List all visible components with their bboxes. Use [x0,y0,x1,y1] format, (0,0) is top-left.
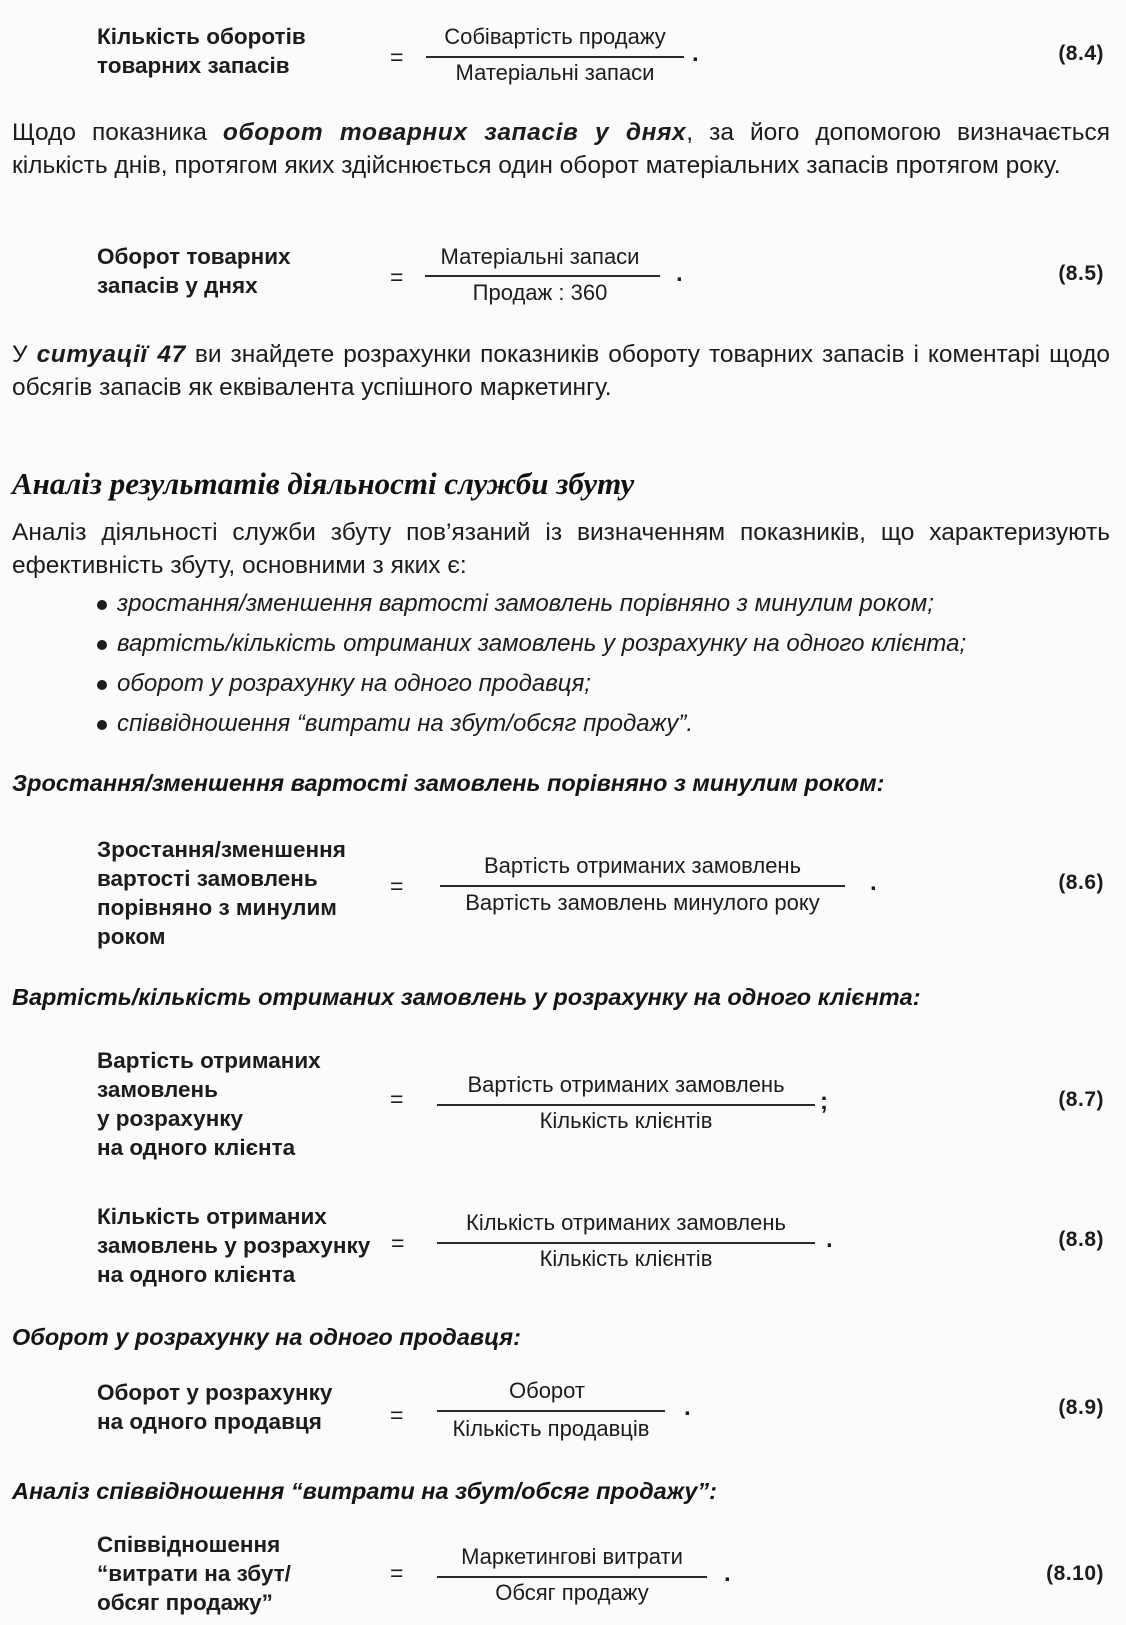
formula-label: Оборот товарних запасів у днях [97,244,291,298]
denominator: Кількість клієнтів [539,1246,713,1271]
denominator: Кількість продавців [452,1416,650,1441]
formula-number: (8.9) [1058,1396,1104,1419]
formula-label: Вартість отриманих замовлень у розрахунку на одного клієнта [97,1048,321,1160]
punctuation: . [684,1394,691,1421]
numerator: Маркетингові витрати [461,1544,683,1569]
equals-sign: = [390,264,404,290]
fraction-line [425,275,660,277]
formula-number: (8.6) [1058,871,1104,894]
formula-label: Кількість отриманих замовлень у розрахунку на одного клієнта [97,1204,371,1287]
equals-sign: = [390,1560,404,1586]
equals-sign: = [390,44,404,70]
punctuation: ; [820,1088,828,1115]
list-item: співвідношення “витрати на збут/обсяг продажу”. [97,710,966,750]
numerator: Кількість отриманих замовлень [466,1210,786,1235]
denominator: Кількість клієнтів [539,1108,713,1133]
formula-label: Зростання/зменшення вартості замовлень порівняно з минулим роком [97,837,346,949]
fraction-line [437,1242,815,1244]
punctuation: . [692,40,699,67]
list-item: зростання/зменшення вартості замовлень порівняно з минулим роком; [97,590,966,630]
list-item: вартість/кількість отриманих замовлень у розрахунку на одного клієнта; [97,630,966,670]
formula-label: Оборот у розрахунку на одного продавця [97,1380,333,1434]
paragraph-situation-47: У ситуації 47 ви знайдете розрахунки показників обороту товарних запасів і коментарі щодо обсягів запасів як еквівалента успішного маркетингу. [12,341,1111,401]
subheading-cost-ratio: Аналіз співвідношення “витрати на збут/обсяг продажу”: [12,1478,717,1504]
formula-number: (8.8) [1058,1228,1104,1251]
equals-sign: = [390,873,404,899]
fraction-line [437,1576,707,1578]
fraction-line [437,1104,815,1106]
equals-sign: = [390,1402,404,1428]
fraction-line [437,1410,665,1412]
paragraph-intro: Аналіз діяльності служби збуту пов’язаний із визначенням показників, що характеризують ефективність збуту, основними з яких є: [12,519,1110,579]
section-heading: Аналіз результатів діяльності служби збуту [12,466,635,501]
numerator: Матеріальні запаси [440,244,640,269]
formula-number: (8.4) [1058,42,1104,65]
denominator: Обсяг продажу [495,1580,649,1605]
bullet-icon [97,600,107,610]
punctuation: . [826,1226,833,1253]
subheading-orders-per-client: Вартість/кількість отриманих замовлень у розрахунку на одного клієнта: [12,984,921,1010]
bullet-icon [97,720,107,730]
punctuation: . [724,1560,731,1587]
fraction-line [440,885,845,887]
denominator: Вартість замовлень минулого року [465,890,820,915]
formula-label: Кількість оборотів товарних запасів [97,24,306,78]
bullet-icon [97,640,107,650]
punctuation: . [676,260,683,287]
numerator: Оборот [508,1378,585,1403]
subheading-order-growth: Зростання/зменшення вартості замовлень порівняно з минулим роком: [12,770,885,796]
formula-number: (8.5) [1058,262,1104,285]
fraction-line [426,56,684,58]
paragraph-inventory-days: Щодо показника оборот товарних запасів у днях, за його допомогою визначається кількість днів, протягом яких здійснюється один оборот матеріальних запасів протягом року. [12,119,1111,179]
punctuation: . [870,869,877,896]
formula-number: (8.7) [1058,1088,1104,1111]
denominator: Матеріальні запаси [455,60,655,85]
equals-sign: = [390,1086,404,1112]
bullet-icon [97,680,107,690]
denominator: Продаж : 360 [472,280,608,305]
numerator: Вартість отриманих замовлень [467,1072,785,1097]
formula-label: Співвідношення “витрати на збут/ обсяг продажу” [97,1532,291,1615]
formula-number: (8.10) [1046,1562,1104,1585]
equals-sign: = [391,1230,405,1256]
subheading-turnover-per-seller: Оборот у розрахунку на одного продавця: [12,1324,521,1350]
list-item: оборот у розрахунку на одного продавця; [97,670,966,710]
indicator-list [97,590,966,750]
numerator: Собівартість продажу [444,24,666,49]
numerator: Вартість отриманих замовлень [483,853,802,878]
